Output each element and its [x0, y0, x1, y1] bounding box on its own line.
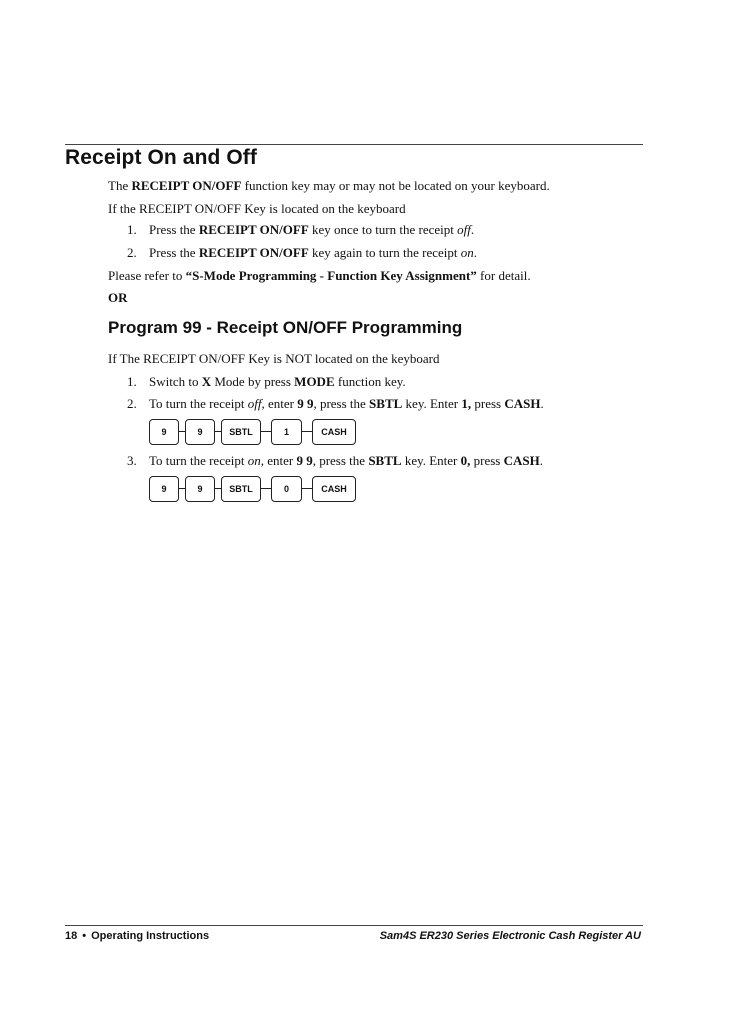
step-key: 9 9 [296, 453, 313, 468]
step-text: key. Enter [402, 396, 462, 411]
key-9: 9 [185, 476, 215, 502]
step-key: RECEIPT ON/OFF [198, 222, 309, 237]
intro-text: The [108, 178, 132, 193]
step-emphasis: off [457, 222, 471, 237]
program-step-1 [127, 374, 406, 390]
step-text: Mode by press [211, 374, 295, 389]
step-number: 1. [127, 222, 137, 237]
footer-document-title: Sam4S ER230 Series Electronic Cash Register AU [379, 930, 641, 942]
step-text: . [470, 222, 475, 237]
key-cash: CASH [312, 419, 356, 445]
or-label: OR [108, 290, 128, 305]
step-text: To turn the receipt [149, 396, 248, 411]
footer-left [65, 930, 209, 942]
step-key: 0, [460, 453, 471, 468]
located-step-1 [127, 222, 474, 238]
step-text: , press the [312, 453, 369, 468]
step-emphasis: on [247, 453, 261, 468]
program-title: Program 99 - Receipt ON/OFF Programming [108, 318, 463, 337]
step-text: key again to turn the receipt [308, 245, 461, 260]
if-located-line: If the RECEIPT ON/OFF Key is located on the keyboard [108, 201, 406, 216]
step-text: key. Enter [401, 453, 461, 468]
key-connector [301, 431, 312, 432]
step-key: CASH [503, 453, 540, 468]
step-text: To turn the receipt [149, 453, 248, 468]
step-number: 3. [127, 453, 137, 468]
step-number: 2. [127, 396, 137, 411]
step-text: press [471, 396, 505, 411]
step-text: , press the [313, 396, 370, 411]
step-text: function key. [334, 374, 406, 389]
step-number: 2. [127, 245, 137, 260]
key-1: 1 [271, 419, 302, 445]
step-text: Switch to [149, 374, 202, 389]
step-text: , enter [261, 396, 298, 411]
footer-rule [65, 925, 643, 926]
step-emphasis: on [460, 245, 474, 260]
step-key: CASH [504, 396, 541, 411]
intro-key-name: RECEIPT ON/OFF [131, 178, 242, 193]
step-key: SBTL [368, 453, 402, 468]
step-key: SBTL [369, 396, 403, 411]
step-text: . [540, 396, 544, 411]
intro-paragraph [108, 178, 550, 194]
step-text: Press the [149, 245, 199, 260]
key-connector [178, 488, 185, 489]
key-sbtl: SBTL [221, 476, 261, 502]
section-title: Receipt On and Off [65, 146, 257, 169]
step-text: , enter [260, 453, 297, 468]
key-connector [178, 431, 185, 432]
step-key: MODE [294, 374, 335, 389]
program-step-3 [127, 453, 543, 469]
step-key: 1, [461, 396, 472, 411]
step-key: 9 9 [297, 396, 314, 411]
key-connector [214, 431, 221, 432]
key-connector [214, 488, 221, 489]
key-9: 9 [149, 476, 179, 502]
header-rule [65, 144, 643, 145]
step-number: 1. [127, 374, 137, 389]
footer-section: Operating Instructions [91, 930, 210, 942]
key-connector [301, 488, 312, 489]
step-text: press [470, 453, 504, 468]
refer-text: Please refer to [108, 268, 186, 283]
step-key: X [201, 374, 212, 389]
located-step-2 [127, 245, 477, 261]
step-text: Press the [149, 222, 199, 237]
key-0: 0 [271, 476, 302, 502]
key-connector [260, 488, 271, 489]
intro-text-end: function key may or may not be located on your keyboard. [241, 178, 550, 193]
step-text: . [473, 245, 477, 260]
step-text: . [539, 453, 543, 468]
step-emphasis: off [247, 396, 262, 411]
program-step-2 [127, 396, 544, 412]
refer-text-end: for detail. [476, 268, 531, 283]
step-key: RECEIPT ON/OFF [198, 245, 309, 260]
step-text: key once to turn the receipt [308, 222, 458, 237]
bullet-icon: • [82, 930, 87, 942]
key-9: 9 [185, 419, 215, 445]
key-cash: CASH [312, 476, 356, 502]
page-number: 18 [65, 930, 78, 942]
key-connector [260, 431, 271, 432]
refer-link-text: “S-Mode Programming - Function Key Assignment” [185, 268, 477, 283]
refer-line [108, 268, 531, 284]
key-sbtl: SBTL [221, 419, 261, 445]
if-not-located-line: If The RECEIPT ON/OFF Key is NOT located on the keyboard [108, 351, 440, 366]
key-9: 9 [149, 419, 179, 445]
